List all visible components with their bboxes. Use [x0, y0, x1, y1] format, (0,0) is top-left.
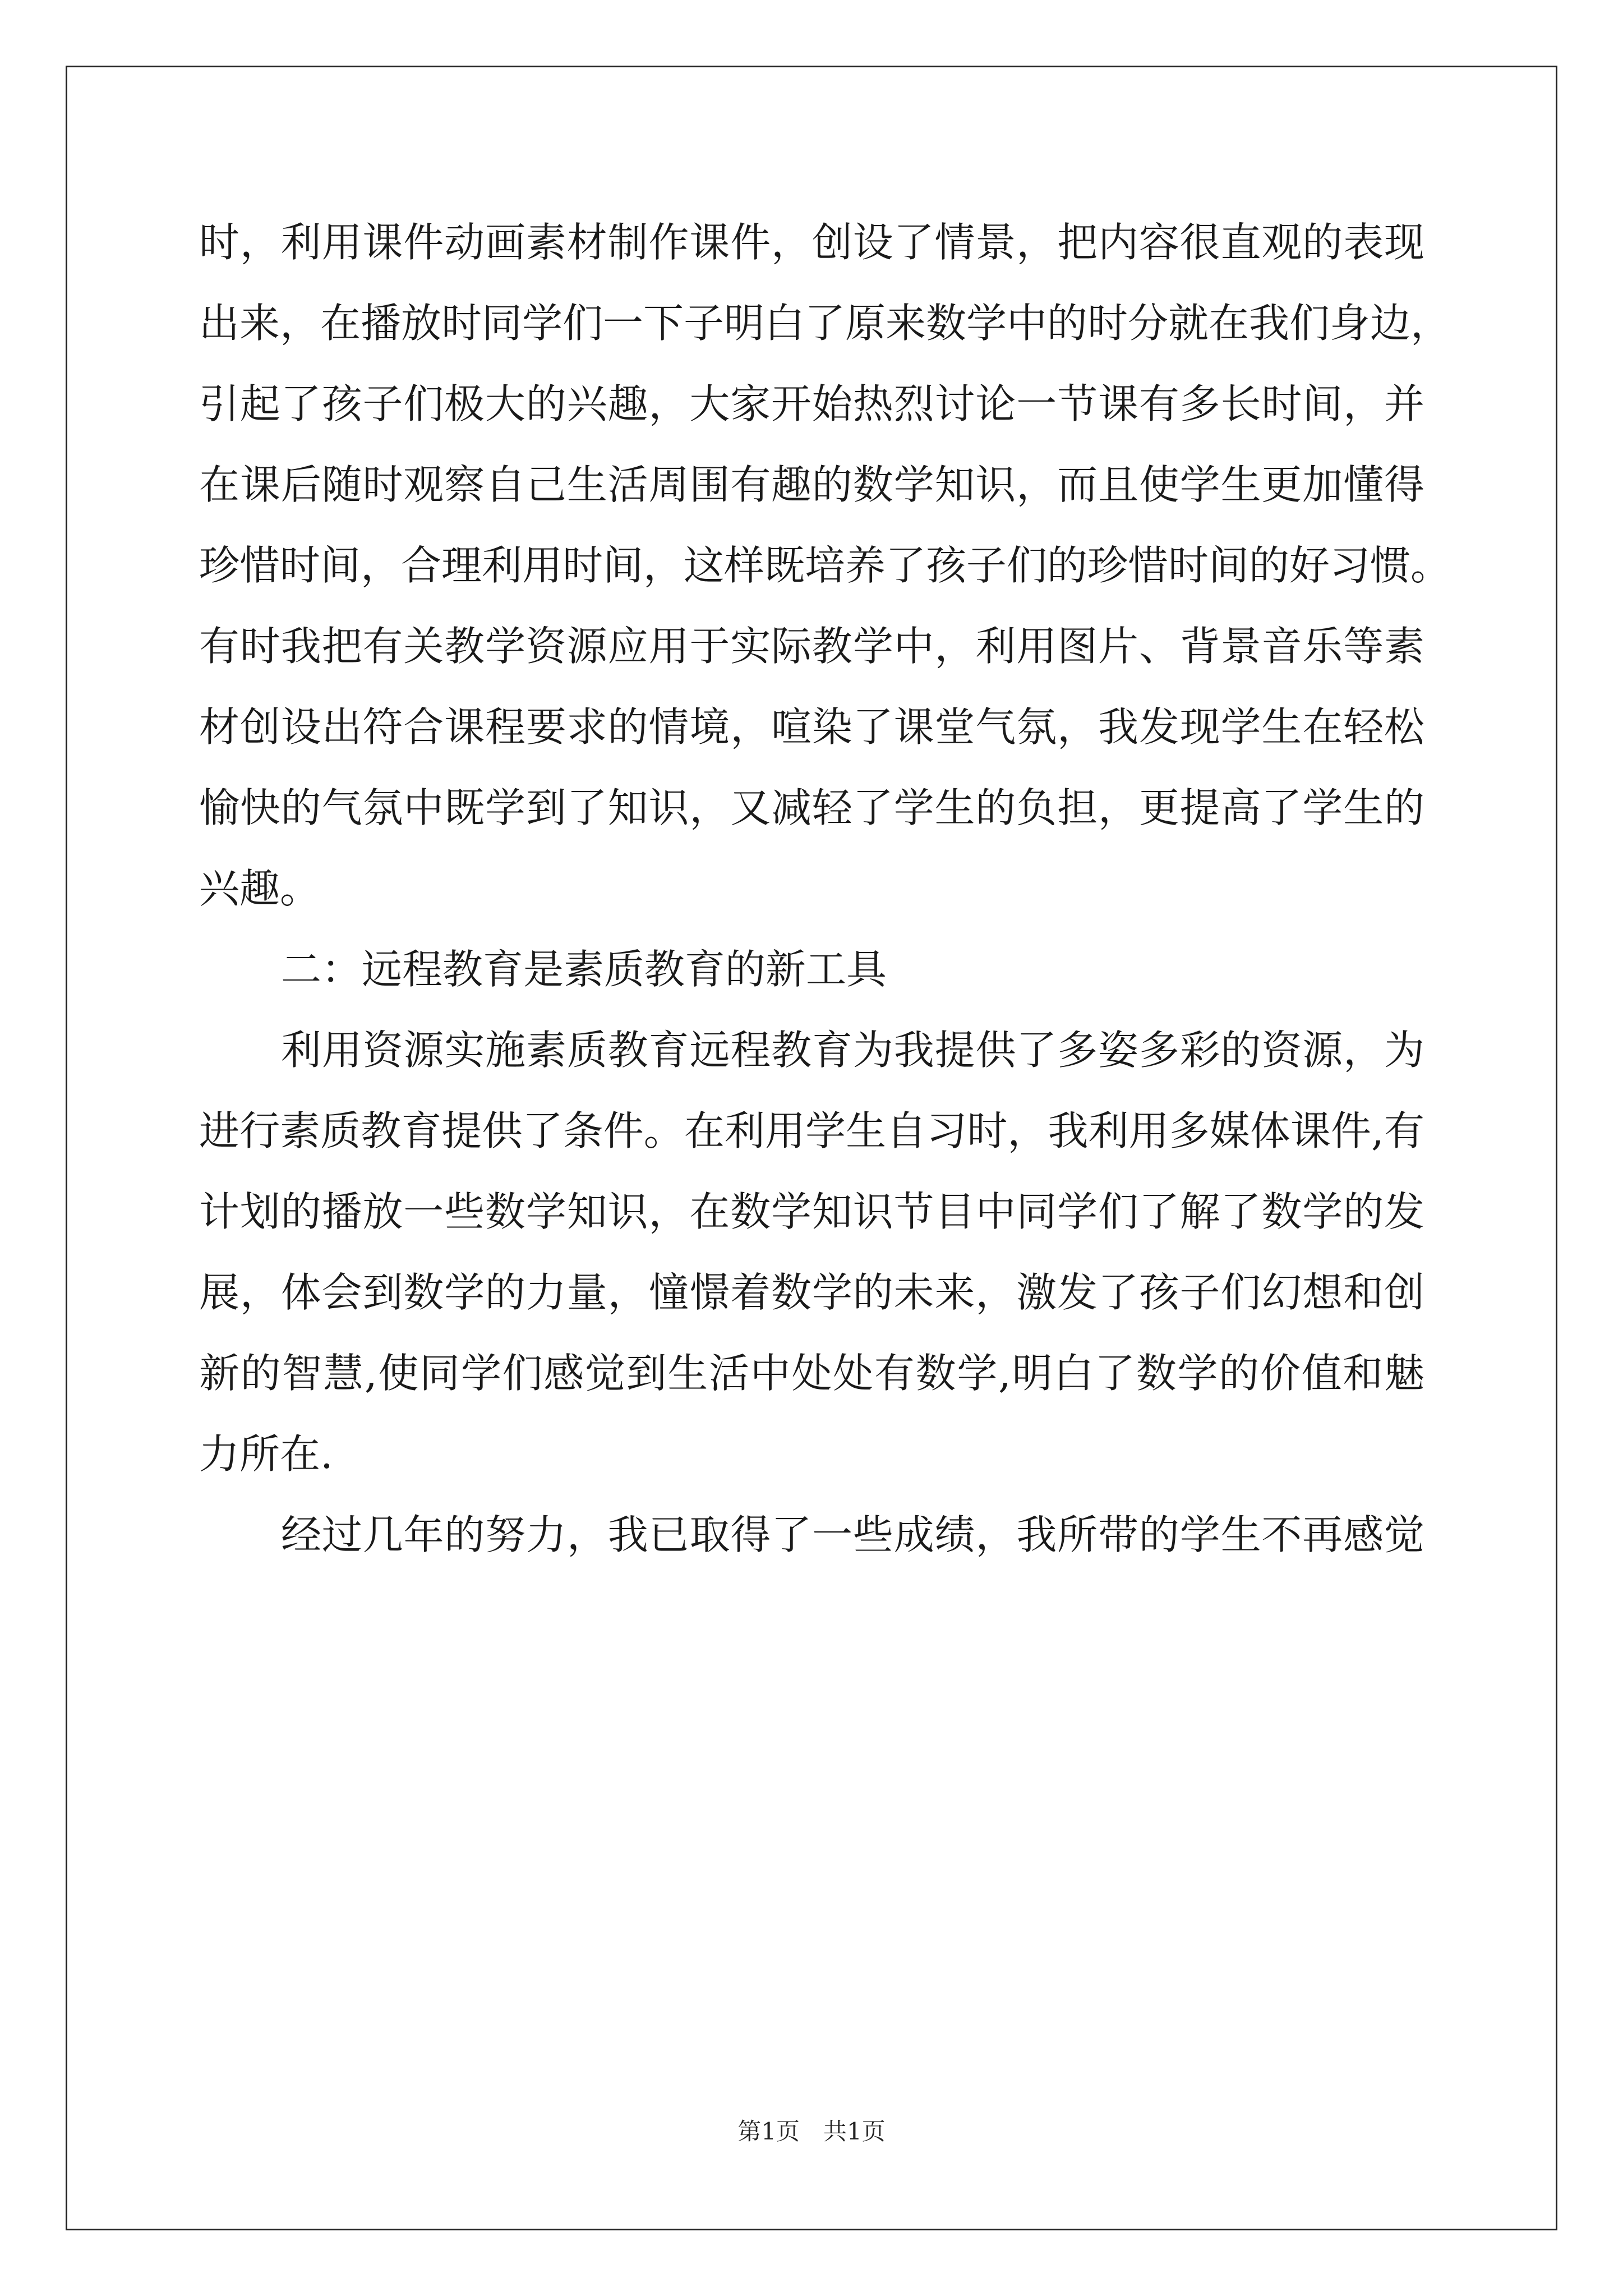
- body-line: 愉快的气氛中既学到了知识，又减轻了学生的负担，更提高了学生的: [199, 784, 1424, 831]
- body-line: 珍惜时间，合理利用时间，这样既培养了孩子们的珍惜时间的好习惯。: [199, 542, 1451, 589]
- body-line: 进行素质教育提供了条件。在利用学生自习时，我利用多媒体课件,有: [199, 1107, 1424, 1154]
- body-line: 经过几年的努力，我已取得了一些成绩，我所带的学生不再感觉: [281, 1511, 1424, 1558]
- body-line: 有时我把有关教学资源应用于实际教学中，利用图片、背景音乐等素: [199, 623, 1424, 670]
- page-footer: 第1页 共1页: [737, 2118, 886, 2145]
- document-body: [199, 202, 1451, 1575]
- body-line: 展，体会到数学的力量，憧憬着数学的未来，激发了孩子们幻想和创: [199, 1269, 1424, 1316]
- body-line: 新的智慧,使同学们感觉到生活中处处有数学,明白了数学的价值和魅: [199, 1350, 1424, 1397]
- body-line: 出来，在播放时同学们一下子明白了原来数学中的时分就在我们身边，: [199, 300, 1451, 347]
- body-line: 时，利用课件动画素材制作课件，创设了情景，把内容很直观的表现: [199, 219, 1424, 266]
- section-heading: 二：远程教育是素质教育的新工具: [281, 946, 887, 993]
- body-line: 在课后随时观察自己生活周围有趣的数学知识，而且使学生更加懂得: [199, 461, 1424, 508]
- body-line: 兴趣。: [199, 865, 321, 912]
- body-line: 力所在.: [199, 1430, 333, 1478]
- body-line: 利用资源实施素质教育远程教育为我提供了多姿多彩的资源，为: [281, 1027, 1424, 1074]
- body-line: 材创设出符合课程要求的情境，喧染了课堂气氛，我发现学生在轻松: [199, 703, 1424, 751]
- body-line: 引起了孩子们极大的兴趣，大家开始热烈讨论一节课有多长时间，并: [199, 380, 1424, 427]
- body-line: 计划的播放一些数学知识，在数学知识节目中同学们了解了数学的发: [199, 1188, 1424, 1235]
